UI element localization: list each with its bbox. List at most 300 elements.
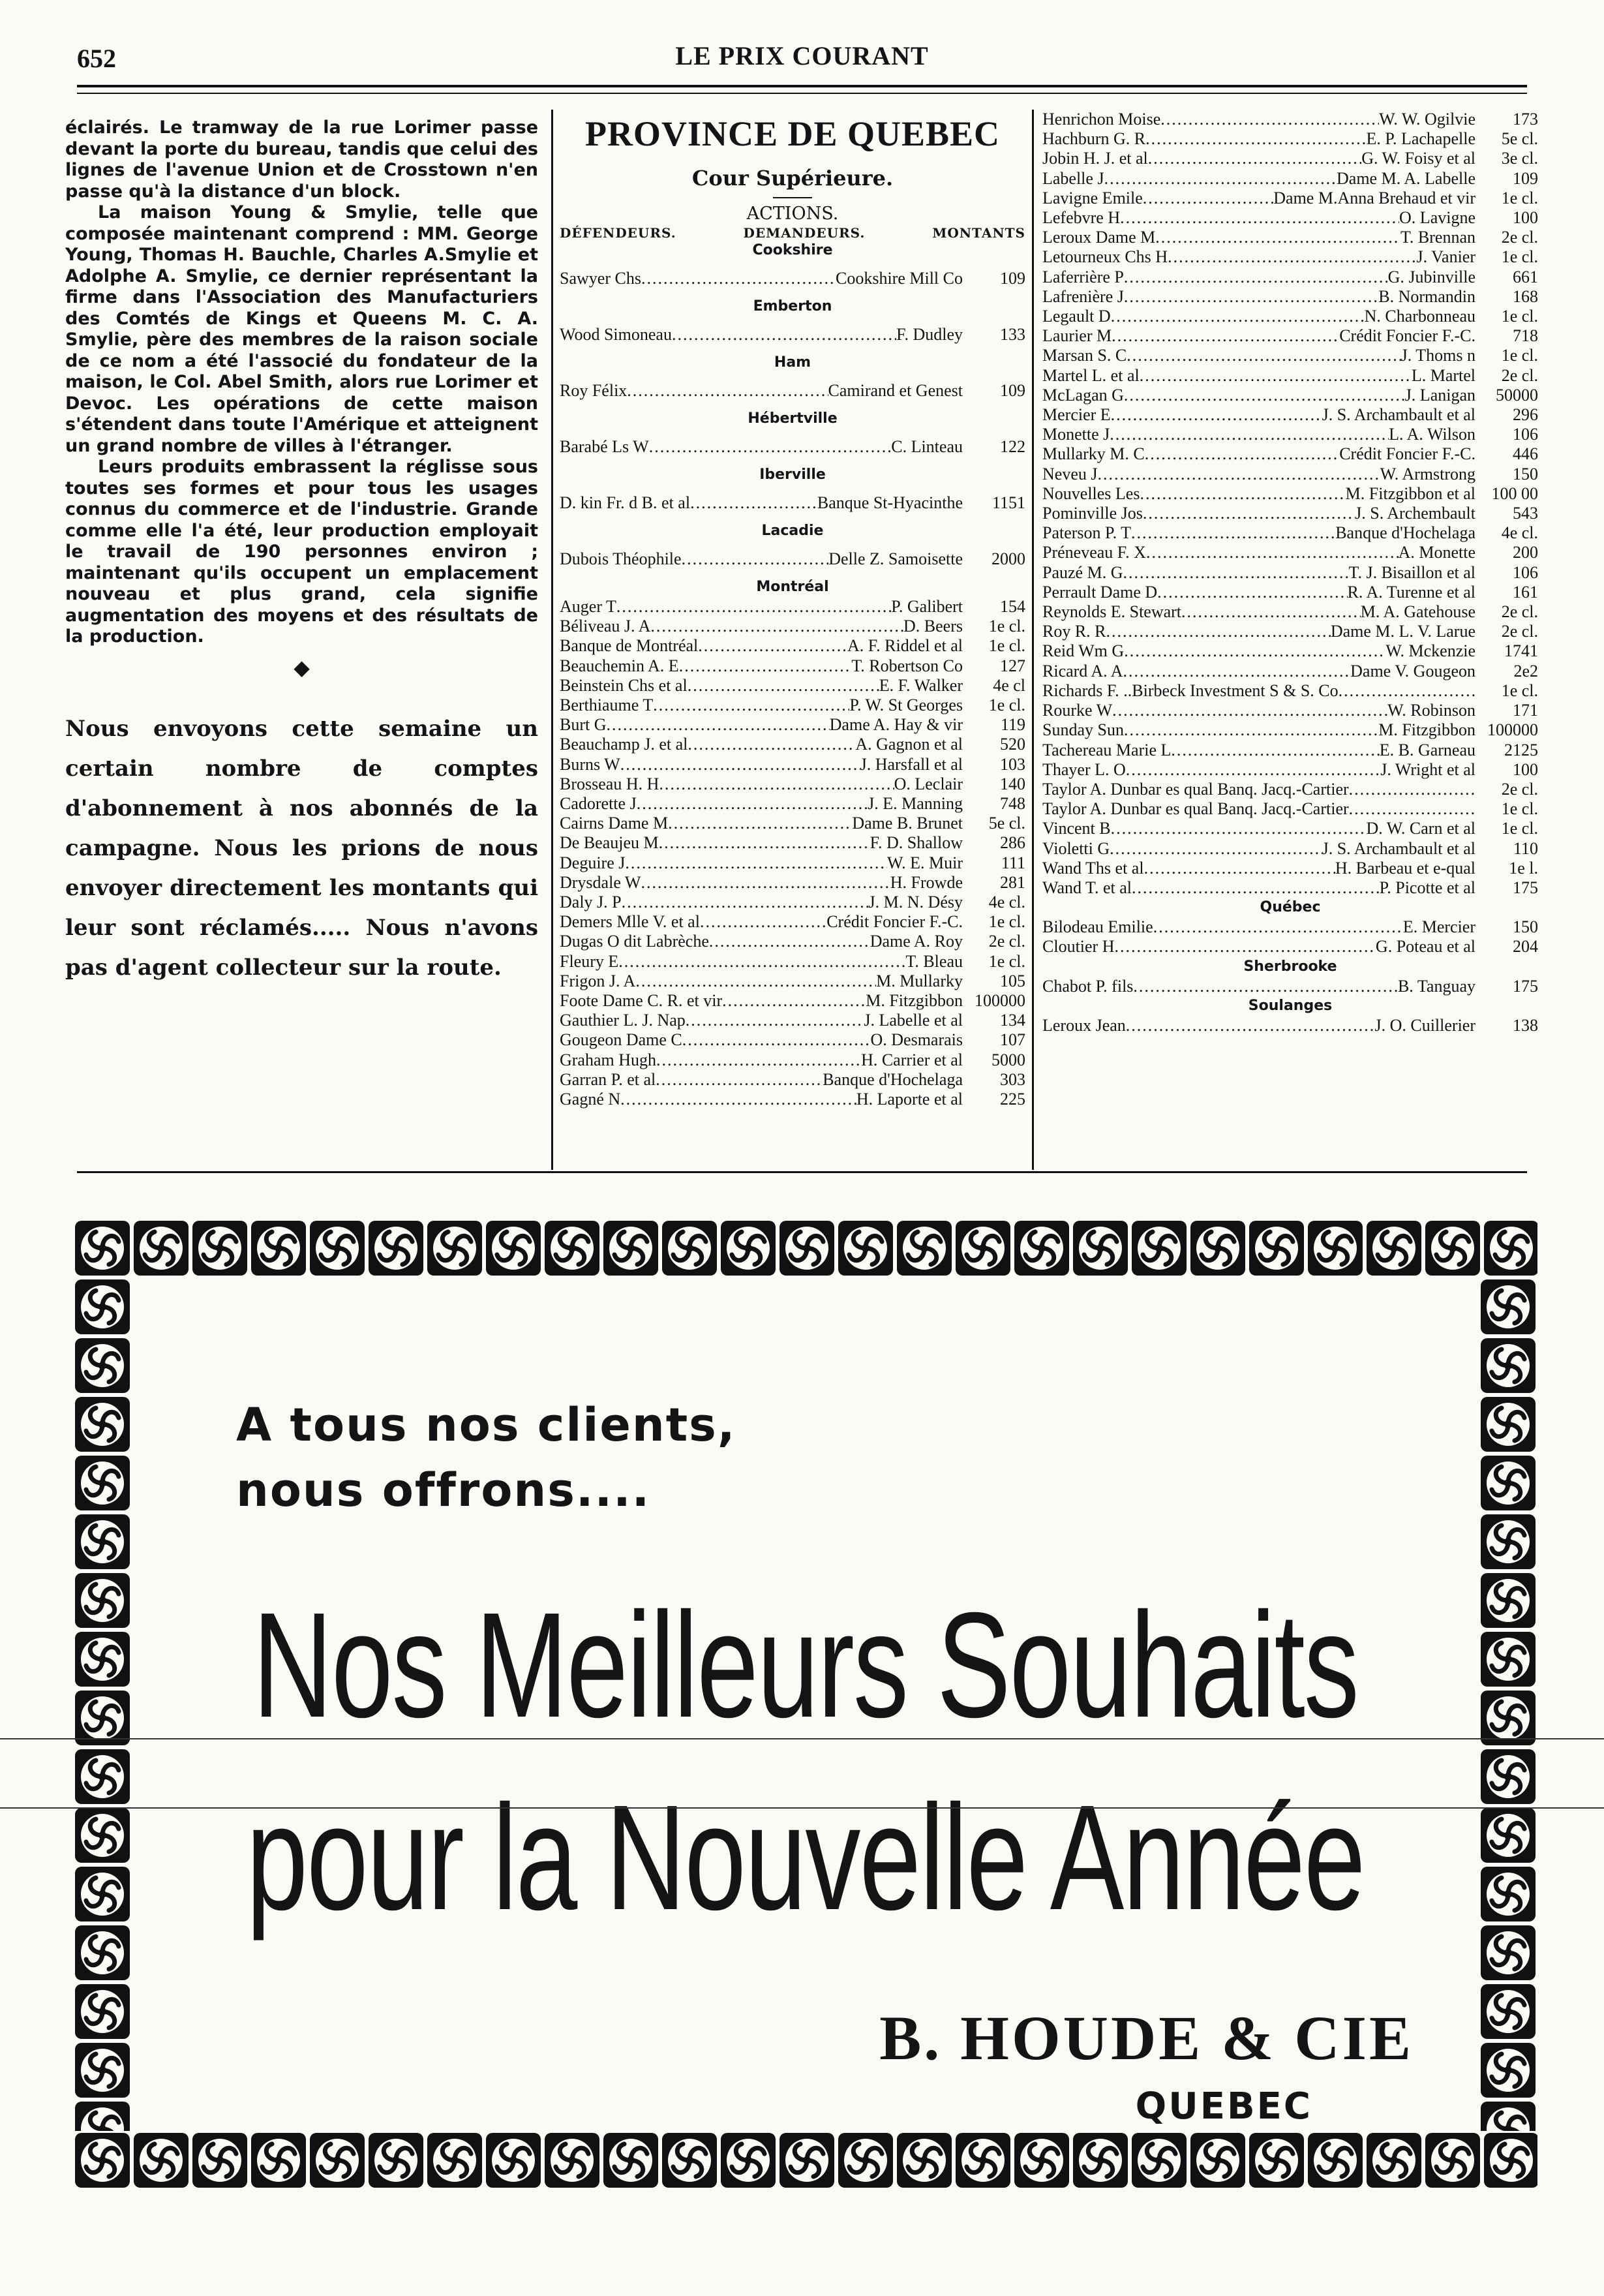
defendant: Beauchamp J. et al <box>560 735 688 754</box>
ad-greeting-line2: nous offrons.... <box>236 1463 651 1517</box>
plaintiff: Banque St-Hyacinthe <box>817 493 963 512</box>
leader-dots <box>1143 504 1355 523</box>
place-heading: Montréal <box>756 579 829 595</box>
case-row <box>560 429 1025 465</box>
case-row <box>560 696 1025 715</box>
plaintiff: T. Brennan <box>1400 228 1475 247</box>
plaintiff: A. Monette <box>1398 543 1475 562</box>
amount: 3e cl. <box>1501 149 1538 168</box>
case-row <box>560 1011 1025 1030</box>
swirl-ornament-icon <box>367 1219 425 1278</box>
amount: 1e cl. <box>1501 307 1538 326</box>
court-title: Cour Supérieure. <box>691 166 894 191</box>
amount: 1e cl. <box>988 636 1025 656</box>
defendant: Roy Félix <box>560 381 628 400</box>
leader-dots <box>1168 247 1416 267</box>
plaintiff: J. E. Manning <box>868 794 963 814</box>
defendant: Neveu J <box>1042 464 1098 483</box>
leader-dots <box>700 912 826 932</box>
leader-dots <box>1133 977 1398 996</box>
leader-dots <box>1140 484 1345 504</box>
swirl-ornament-icon <box>543 2131 601 2190</box>
swirl-ornament-icon <box>73 1395 132 1454</box>
swirl-ornament-icon <box>73 2100 132 2131</box>
case-row <box>560 316 1025 353</box>
case-row <box>1042 977 1538 996</box>
leader-dots <box>641 873 890 893</box>
defendant: Laurier M <box>1042 326 1112 346</box>
swirl-ornament-icon <box>1365 2131 1423 2190</box>
right-sections <box>1042 110 1538 1035</box>
defendant: Foote Dame C. R. et vir <box>560 991 723 1011</box>
amount: 110 <box>1513 838 1538 858</box>
leader-dots <box>1115 937 1376 957</box>
case-row <box>560 774 1025 794</box>
leader-dots <box>690 485 817 521</box>
swirl-ornament-icon <box>719 1219 778 1278</box>
case-row <box>1042 110 1538 129</box>
defendant: Sawyer Chs <box>560 269 641 288</box>
defendant: Taylor A. Dunbar es qual Banq. Jacq.-Cartier <box>1042 779 1349 799</box>
plaintiff: W. Mckenzie <box>1385 641 1475 661</box>
amount: 1151 <box>991 493 1025 512</box>
amount: 225 <box>1000 1090 1025 1109</box>
defendant: Garran P. et al <box>560 1069 656 1089</box>
case-row <box>1042 819 1538 838</box>
defendant: Richards F. ..Birbeck Investment S & S. Co <box>1042 681 1339 700</box>
plaintiff: J. S. Archambault et al <box>1322 405 1475 425</box>
defendant: Reid Wm G <box>1042 641 1125 661</box>
plaintiff: Dame A. Roy <box>870 932 963 951</box>
plaintiff: E. F. Walker <box>879 675 963 695</box>
amount: 1e cl. <box>1501 681 1538 700</box>
defendant: Pauzé M. G <box>1042 562 1123 582</box>
leader-dots <box>688 676 879 696</box>
defendant: Paterson P. T <box>1042 523 1132 543</box>
amount: 1e cl. <box>1501 799 1538 819</box>
case-row <box>1042 662 1538 681</box>
swirl-ornament-icon <box>660 2131 719 2190</box>
defendant: Dubois Théophile <box>560 549 682 568</box>
swirl-ornament-icon <box>249 2131 308 2190</box>
plaintiff: P. Picotte et al <box>1379 878 1475 897</box>
case-row <box>1042 129 1538 149</box>
defendant: Leroux Dame M <box>1042 228 1156 247</box>
defendant: Burns W <box>560 754 620 774</box>
swirl-ornament-icon <box>1479 1923 1537 1982</box>
amount: 1e cl. <box>1501 346 1538 365</box>
swirl-ornament-icon <box>1479 1571 1537 1630</box>
swirl-ornament-icon <box>425 2131 484 2190</box>
amount: 2e cl. <box>1501 365 1538 385</box>
defendant: Barabé Ls W <box>560 437 649 456</box>
plaintiff: H. Barbeau et e-qual <box>1335 858 1475 878</box>
plaintiff: L. Martel <box>1411 365 1475 385</box>
swirl-ornament-icon <box>1482 1219 1537 1278</box>
defendant: Perrault Dame D <box>1042 582 1158 602</box>
court-listing-column-continued <box>1042 110 1538 1170</box>
case-row <box>560 794 1025 814</box>
swirl-ornament-icon <box>1188 1219 1247 1278</box>
plaintiff: W. E. Muir <box>886 853 963 872</box>
amount: 1e cl. <box>988 951 1025 971</box>
plaintiff: Dame M. A. Labelle <box>1337 168 1475 188</box>
ad-headline-2: pour la Nouvelle Année <box>246 1774 1365 1942</box>
swirl-ornament-icon <box>1188 2131 1247 2190</box>
amount: 103 <box>1000 754 1025 774</box>
defendant: Henrichon Moise <box>1042 110 1161 129</box>
amount: 204 <box>1513 937 1538 957</box>
leader-dots <box>1123 662 1351 681</box>
case-row <box>1042 720 1538 740</box>
case-row <box>1042 465 1538 484</box>
plaintiff: O. Lavigne <box>1399 208 1475 228</box>
amounts-header: MONTANTS <box>932 225 1025 241</box>
case-row <box>560 912 1025 932</box>
defendant: Letourneux Chs H <box>1042 247 1168 267</box>
leader-dots <box>641 260 836 297</box>
amount: 543 <box>1513 504 1538 523</box>
plaintiff: T. Robertson Co <box>851 656 963 675</box>
amount: 748 <box>1000 794 1025 814</box>
case-row <box>560 541 1025 577</box>
leader-dots <box>722 991 866 1011</box>
leader-dots <box>620 755 860 774</box>
swirl-ornament-icon <box>1423 2131 1482 2190</box>
leader-dots <box>616 597 891 617</box>
case-row <box>560 1030 1025 1050</box>
case-row <box>1042 937 1538 957</box>
plaintiff: A. Gagnon et al <box>855 735 963 754</box>
defendant: Burt G <box>560 715 607 735</box>
leader-dots <box>679 656 852 676</box>
swirl-ornament-icon <box>484 1219 543 1278</box>
plaintiff: Dame M.Anna Brehaud et vir <box>1273 188 1475 207</box>
case-row <box>560 715 1025 735</box>
ornament-border-top <box>73 1219 1537 1278</box>
swirl-ornament-icon <box>73 1747 132 1806</box>
page-number: 652 <box>77 44 116 73</box>
amount: 50000 <box>1496 385 1538 405</box>
swirl-ornament-icon <box>190 1219 249 1278</box>
plaintiff: J. M. N. Désy <box>868 893 963 912</box>
leader-dots <box>1120 208 1399 228</box>
swirl-ornament-icon <box>308 1219 367 1278</box>
amount: 119 <box>1000 715 1025 735</box>
defendant: Vincent B <box>1042 819 1111 838</box>
swirl-ornament-icon <box>1423 1219 1482 1278</box>
plaintiff: J. S. Archembault <box>1355 504 1475 523</box>
plaintiffs-header: DEMANDEURS. <box>743 225 866 241</box>
swirl-ornament-icon <box>1365 1219 1423 1278</box>
swirl-ornament-icon <box>778 2131 836 2190</box>
case-row <box>560 1070 1025 1090</box>
amount: 175 <box>1513 976 1538 996</box>
amount: 138 <box>1513 1015 1538 1035</box>
column-headers <box>560 225 1025 241</box>
plaintiff: H. Carrier et al <box>861 1050 963 1069</box>
ad-city: QUEBEC <box>1135 2085 1312 2128</box>
swirl-ornament-icon <box>1130 2131 1188 2190</box>
defendant: McLagan G <box>1042 385 1124 405</box>
defendant: Gauthier L. J. Nap <box>560 1011 686 1030</box>
case-row <box>1042 504 1538 523</box>
ornament-border-left <box>73 1278 132 2131</box>
amount: 303 <box>1000 1069 1025 1089</box>
case-row <box>1042 878 1538 898</box>
plaintiff: W. Armstrong <box>1380 464 1475 483</box>
swirl-ornament-icon <box>73 1865 132 1923</box>
amount: 286 <box>1000 833 1025 853</box>
defendant: Graham Hugh <box>560 1050 657 1069</box>
leader-dots <box>1111 819 1367 838</box>
defendant: Beauchemin A. E <box>560 656 679 675</box>
case-row <box>1042 622 1538 641</box>
amount: 1e cl. <box>988 617 1025 636</box>
leader-dots <box>1097 465 1380 484</box>
case-row <box>560 833 1025 853</box>
amount: 150 <box>1513 464 1538 483</box>
swirl-ornament-icon <box>1479 2041 1537 2100</box>
plaintiff: Camirand et Genest <box>828 381 963 400</box>
defendant: Préneveau F. X <box>1042 543 1146 562</box>
defendant: Ricard A. A <box>1042 661 1123 681</box>
case-row <box>560 873 1025 893</box>
swirl-ornament-icon <box>190 2131 249 2190</box>
case-row <box>560 952 1025 972</box>
amount: 2125 <box>1504 740 1538 759</box>
swirl-ornament-icon <box>1479 1747 1537 1806</box>
defendant: Hachburn G. R <box>1042 129 1146 149</box>
plaintiff: F. Dudley <box>896 325 963 344</box>
leader-dots <box>686 1011 864 1030</box>
plaintiff: J. Wright et al <box>1380 759 1475 779</box>
case-row <box>560 853 1025 873</box>
defendant: Fleury E <box>560 951 619 971</box>
plaintiff: N. Charbonneau <box>1364 307 1475 326</box>
swirl-ornament-icon <box>73 1630 132 1689</box>
swirl-ornament-icon <box>1247 1219 1306 1278</box>
plaintiff: M. Fitzgibbon et al <box>1345 483 1475 503</box>
case-row <box>1042 425 1538 444</box>
amount: 140 <box>1000 774 1025 793</box>
plaintiff: A. F. Riddel et al <box>847 636 963 656</box>
plaintiff: T. J. Bisaillon et al <box>1348 562 1475 582</box>
plaintiff: J. Labelle et al <box>864 1011 963 1030</box>
ornament-border-bottom <box>73 2131 1537 2190</box>
swirl-ornament-icon <box>1130 1219 1188 1278</box>
amount: 2e cl. <box>1501 228 1538 247</box>
plaintiff: G. Poteau et al <box>1375 937 1475 957</box>
swirl-ornament-icon <box>1479 1454 1537 1512</box>
amount: 2e2 <box>1513 661 1538 681</box>
amount: 107 <box>1000 1030 1025 1050</box>
defendant: Cloutier H <box>1042 937 1115 957</box>
leader-dots <box>709 932 870 951</box>
amount: 446 <box>1513 444 1538 464</box>
defendant: Martel L. et al <box>1042 365 1140 385</box>
defendant: Cairns Dame M <box>560 814 669 833</box>
case-row <box>1042 484 1538 504</box>
leader-dots <box>1112 326 1339 346</box>
amount: 111 <box>1001 853 1025 872</box>
plaintiff: O. Leclair <box>894 774 963 793</box>
case-row <box>560 636 1025 656</box>
left-column <box>65 117 538 1174</box>
leader-dots <box>1145 444 1339 464</box>
amount: 100 <box>1513 759 1538 779</box>
case-row <box>1042 602 1538 622</box>
swirl-ornament-icon <box>367 2131 425 2190</box>
swirl-ornament-icon <box>73 1571 132 1630</box>
place-heading: Iberville <box>759 467 826 483</box>
swirl-ornament-icon <box>308 2131 367 2190</box>
leader-dots <box>1110 425 1389 444</box>
case-row <box>1042 268 1538 287</box>
case-row <box>560 932 1025 951</box>
leader-dots <box>1111 405 1322 425</box>
leader-dots <box>1140 366 1412 386</box>
defendant: Banque de Montréal <box>560 636 699 656</box>
leader-dots <box>1148 149 1361 168</box>
swirl-ornament-icon <box>1482 2131 1537 2190</box>
leader-dots <box>682 1030 871 1050</box>
leader-dots <box>1123 563 1348 583</box>
case-row <box>1042 523 1538 543</box>
defendant: Taylor A. Dunbar es qual Banq. Jacq.-Cartier <box>1042 799 1349 819</box>
plaintiff: J. Thoms n <box>1400 346 1475 365</box>
case-row <box>1042 917 1538 937</box>
leader-dots <box>618 952 905 972</box>
amount: 2e cl. <box>1501 779 1538 799</box>
defendant: Daly J. P <box>560 893 622 912</box>
defendant: Lefebvre H <box>1042 208 1121 228</box>
article-paragraph: La maison Young & Smylie, telle que composée maintenant comprend : MM. George Young, Thomas H. Bauchle, Charles A.Smylie et Adolphe A. Smylie, ce dernier représentant la firme dans l'Association des Manufacturiers des Comtés de Kings et Queens M. C. A. Smylie, père des membres de la raison sociale de ce nom a été l'associé du fondateur de la maison, le Col. Abel Smith, alors rue Lorimer et Devoc. Les opérations de cette maison s'étendent dans toute l'Amérique et atteignent un grand nombre de villes à l'étranger. <box>65 202 538 456</box>
swirl-ornament-icon <box>1479 1806 1537 1865</box>
case-row <box>560 755 1025 774</box>
plaintiff: Cookshire Mill Co <box>835 269 963 288</box>
defendant: Drysdale W <box>560 872 641 892</box>
swirl-ornament-icon <box>73 1512 132 1571</box>
case-row <box>1042 839 1538 859</box>
plaintiff: D. W. Carn et al <box>1366 819 1475 838</box>
place-heading: Soulanges <box>1248 997 1333 1014</box>
divider <box>773 197 812 198</box>
plaintiff: Crédit Foncier F.-C. <box>826 912 963 932</box>
plaintiff: E. Mercier <box>1402 917 1475 937</box>
amount: 134 <box>1000 1011 1025 1030</box>
amount: 168 <box>1513 286 1538 306</box>
swirl-ornament-icon <box>73 1982 132 2041</box>
amount: 171 <box>1513 701 1538 720</box>
leader-dots <box>1124 287 1378 307</box>
case-row <box>1042 346 1538 365</box>
plaintiff: H. Frowde <box>890 872 963 892</box>
amount: 133 <box>1000 325 1025 344</box>
leader-dots <box>672 316 896 353</box>
amount: 109 <box>1513 168 1538 188</box>
plaintiff: Dame A. Hay & vir <box>829 715 963 735</box>
defendant: Laferrière P <box>1042 267 1124 286</box>
leader-dots <box>656 1050 861 1070</box>
columns-bottom-rule <box>77 1171 1527 1173</box>
leader-dots <box>1124 641 1385 661</box>
plaintiff: B. Tanguay <box>1397 976 1475 996</box>
defendant: Labelle J <box>1042 168 1104 188</box>
defendant: Cadorette J <box>560 794 637 814</box>
leader-dots <box>1339 681 1475 701</box>
swirl-ornament-icon <box>954 2131 1012 2190</box>
case-row <box>1042 326 1538 346</box>
amount: 109 <box>1000 381 1025 400</box>
swirl-ornament-icon <box>73 2131 132 2190</box>
province-title: PROVINCE DE QUEBEC <box>584 114 1001 153</box>
plaintiff: J. Lanigan <box>1404 385 1475 405</box>
amount: 2e cl. <box>988 932 1025 951</box>
amount: 127 <box>1000 656 1025 675</box>
amount: 4e cl. <box>988 893 1025 912</box>
case-row <box>1042 405 1538 425</box>
case-row <box>1042 366 1538 386</box>
case-row <box>560 1090 1025 1109</box>
place-heading: Lacadie <box>761 523 824 539</box>
amount: 2000 <box>991 549 1025 568</box>
page-header <box>77 40 1527 86</box>
defendant: Tachereau Marie L <box>1042 740 1172 759</box>
case-row <box>560 656 1025 676</box>
case-row <box>1042 287 1538 307</box>
case-row <box>560 485 1025 521</box>
defendant: Demers Mlle V. et al <box>560 912 700 932</box>
plaintiff: L. A. Wilson <box>1389 425 1475 444</box>
plaintiff: Banque d'Hochelaga <box>823 1069 963 1089</box>
leader-dots <box>688 735 855 754</box>
plaintiff: M. Mullarky <box>876 971 963 990</box>
place-heading: Québec <box>1260 899 1321 916</box>
plaintiff: J. O. Cuillerier <box>1374 1015 1475 1035</box>
case-row <box>1042 208 1538 228</box>
amount: 173 <box>1513 110 1538 129</box>
leader-dots <box>659 833 870 853</box>
defendant: Bilodeau Emilie <box>1042 917 1153 937</box>
plaintiff: G. Jubinville <box>1387 267 1475 286</box>
defendant: Wood Simoneau <box>560 325 672 344</box>
plaintiff: Dame V. Gougeon <box>1350 661 1475 681</box>
case-row <box>560 373 1025 409</box>
plaintiff: J. Harsfall et al <box>860 754 963 774</box>
leader-dots <box>1126 1016 1375 1035</box>
subscription-notice: Nous envoyons cette semaine un certain nombre de comptes d'abonnement à nos abonnés de la campagne. Nous les prions de nous envoyer directement les montants qui leur sont réclamés..... Nous n'avons pas d'agent collecteur sur la route. <box>65 715 538 981</box>
swirl-ornament-icon <box>1479 2100 1537 2131</box>
swirl-ornament-icon <box>73 2041 132 2100</box>
amount: 520 <box>1000 735 1025 754</box>
leader-dots <box>1126 760 1380 780</box>
case-row <box>1042 307 1538 326</box>
defendant: Frigon J. A <box>560 971 636 990</box>
plaintiff: T. Bleau <box>905 951 963 971</box>
plaintiff: E. B. Garneau <box>1379 740 1475 759</box>
amount: 109 <box>1000 269 1025 288</box>
amount: 1e cl. <box>1501 247 1538 267</box>
plaintiff: W. W. Ogilvie <box>1379 110 1475 129</box>
case-row <box>1042 169 1538 189</box>
header-rule-top <box>77 85 1527 87</box>
article-paragraph: Leurs produits embrassent la réglisse sous toutes ses formes et pour tous les usages connus du commerce et de l'industrie. Grande comme elle l'a été, leur production employait le travail de 190 personnes environ ; maintenant qu'ils occupent un emplacement nouveau et plus grand, cela signifie augmentation des moyens et des résultats de la production. <box>65 457 538 647</box>
defendant: Lavigne Emile <box>1042 188 1143 207</box>
court-listing-column <box>551 110 1034 1170</box>
leader-dots <box>627 373 828 409</box>
journal-title: LE PRIX COURANT <box>675 41 929 70</box>
